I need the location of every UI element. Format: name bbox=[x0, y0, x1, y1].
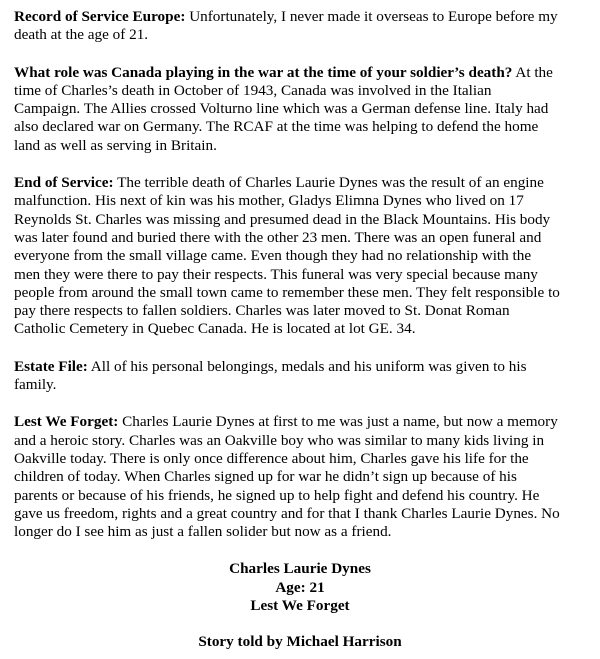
section-line bbox=[14, 358, 586, 376]
section-text: gave us freedom, rights and a great country and for that I thank Charles Laurie Dynes. No bbox=[14, 504, 560, 522]
section-text: people from around the small town came to remember these men. They felt responsible to bbox=[14, 283, 560, 301]
section-text: and a heroic story. Charles was an Oakville boy who was similar to many kids living in bbox=[14, 431, 545, 449]
memorial-motto: Lest We Forget bbox=[250, 597, 350, 615]
section-text: family. bbox=[14, 376, 57, 394]
section-heading: Lest We Forget: bbox=[14, 413, 119, 431]
section-text: Reynolds St. Charles was missing and presumed dead in the Black Mountains. His body bbox=[14, 210, 551, 228]
section-text: parents or because of his friends, he signed up to help fight and defend his country. He bbox=[14, 486, 540, 504]
section-line bbox=[14, 174, 586, 192]
section-text: Campaign. The Allies crossed Volturno line which was a German defense line. Italy had bbox=[14, 100, 549, 118]
soldier-name: Charles Laurie Dynes bbox=[229, 560, 371, 578]
section-heading: What role was Canada playing in the war at the time of your soldier’s death? bbox=[14, 63, 513, 81]
section-text: malfunction. His next of kin was his mother, Gladys Elimna Dynes who lived on 17 bbox=[14, 192, 524, 210]
section-heading: Estate File: bbox=[14, 357, 88, 375]
section-text: The terrible death of Charles Laurie Dynes was the result of an engine bbox=[113, 174, 544, 192]
section-text: longer do I see him as just a fallen solider but now as a friend. bbox=[14, 523, 392, 541]
section-line bbox=[14, 413, 586, 431]
section-text: pay there respects to fallen soldiers. Charles was later moved to St. Donat Roman bbox=[14, 302, 510, 320]
canada-role-section bbox=[14, 64, 586, 155]
section-text: Unfortunately, I never made it overseas to Europe before my bbox=[185, 8, 558, 25]
lest-we-forget-section bbox=[14, 413, 586, 541]
section-text: Oakville today. There is only once difference about him, Charles gave his life for the bbox=[14, 449, 529, 467]
end-of-service-section bbox=[14, 174, 586, 339]
section-text: All of his personal belongings, medals and his uniform was given to his bbox=[87, 357, 527, 375]
section-text: also declared war on Germany. The RCAF at the time was helping to defend the home bbox=[14, 118, 539, 136]
section-text: land as well as serving in Britain. bbox=[14, 136, 217, 154]
section-line bbox=[14, 64, 586, 82]
section-heading: End of Service: bbox=[14, 174, 114, 192]
section-text: At the bbox=[512, 63, 553, 81]
record-of-service-section bbox=[14, 8, 586, 45]
soldier-age: Age: 21 bbox=[275, 578, 325, 596]
section-text: Catholic Cemetery in Quebec Canada. He is located at lot GE. 34. bbox=[14, 320, 416, 338]
section-heading: Record of Service Europe: bbox=[14, 8, 186, 25]
section-text: time of Charles’s death in October of 1943, Canada was involved in the Italian bbox=[14, 81, 492, 99]
section-line bbox=[14, 8, 586, 26]
estate-file-section bbox=[14, 358, 586, 395]
signature-block bbox=[14, 560, 586, 615]
section-text: men they were there to pay their respects. This funeral was very special because many bbox=[14, 265, 538, 283]
section-text: death at the age of 21. bbox=[14, 26, 149, 44]
section-text: Charles Laurie Dynes at first to me was just a name, but now a memory bbox=[118, 413, 558, 431]
section-text: everyone from the small village came. Even though they had no relationship with the bbox=[14, 247, 532, 265]
author-credit: Story told by Michael Harrison bbox=[198, 633, 402, 651]
section-text: was later found and buried there with the other 23 men. There was an open funeral and bbox=[14, 228, 542, 246]
section-text: children of today. When Charles signed up for war he didn’t sign up because of his bbox=[14, 468, 517, 486]
